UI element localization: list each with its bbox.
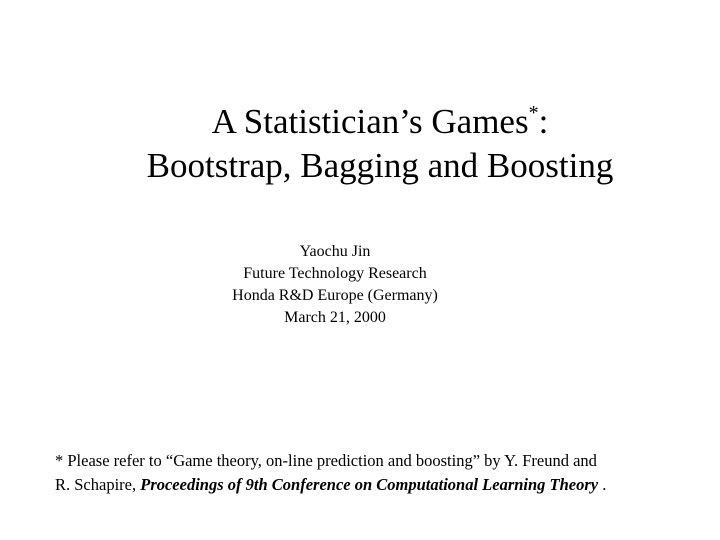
footnote: [55, 449, 695, 497]
title-main-text: A Statistician’s Games: [211, 102, 529, 141]
footnote-line-1: * Please refer to “Game theory, on-line prediction and boosting” by Y. Freund and: [55, 451, 597, 470]
footnote-period: .: [598, 475, 607, 494]
footnote-marker: *: [528, 102, 539, 124]
author-name: Yaochu Jin: [299, 243, 371, 260]
author-department: Future Technology Research: [243, 265, 427, 282]
footnote-line-2: [55, 473, 695, 497]
footnote-venue: Proceedings of 9th Conference on Computational Learning Theory: [140, 475, 599, 494]
title-line-1: [0, 100, 720, 144]
presentation-date: March 21, 2000: [284, 309, 386, 326]
title-colon: :: [538, 102, 549, 141]
footnote-authors: R. Schapire,: [55, 475, 141, 494]
slide-title: [0, 100, 720, 188]
title-line-2: Bootstrap, Bagging and Boosting: [146, 146, 614, 185]
author-block: [0, 241, 670, 329]
author-organization: Honda R&D Europe (Germany): [232, 287, 438, 304]
